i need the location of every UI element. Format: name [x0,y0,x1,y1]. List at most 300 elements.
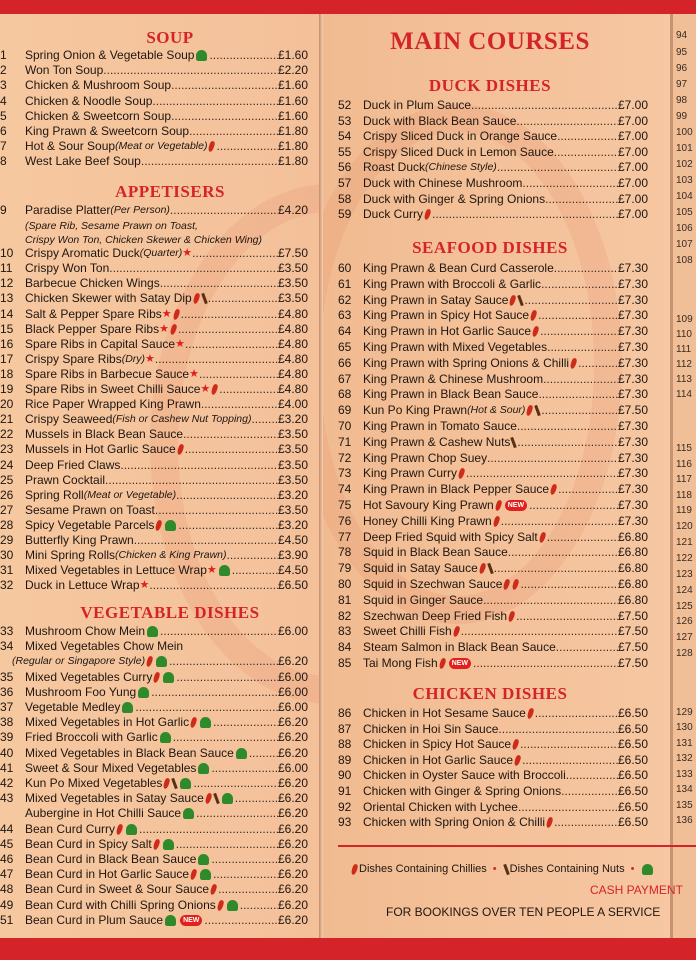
edge-item-number: 117 [676,474,692,485]
item-name-line [363,293,618,308]
menu-item [338,372,648,387]
menu-item [338,482,648,497]
edge-item-number: 112 [676,359,692,370]
menu-item [338,207,648,222]
item-name: Mixed Vegetables in Lettuce Wrap [25,563,207,578]
item-price: £1.80 [277,124,308,138]
item-number: 51 [0,912,14,927]
item-name-line [25,139,278,154]
menu-item [0,776,308,791]
item-name-line [25,791,278,806]
item-name: King Prawn & Sweetcorn Soup [25,124,190,138]
chilli-icon [216,899,224,911]
chilli-icon [570,357,578,369]
item-name: Bean Curd in Spicy Salt [25,836,152,851]
item-name-line [25,837,278,852]
edge-item-number: 124 [676,585,693,596]
item-note: (Chicken & King Prawn) [115,549,227,562]
leader-dots [538,387,618,402]
item-number: 56 [338,160,352,175]
item-price: £6.00 [277,760,308,775]
item-price: £6.50 [617,768,648,783]
edge-item-number: 131 [676,738,693,749]
leader-dots [152,94,278,109]
item-price: £7.30 [617,292,648,307]
item-name-line [363,784,618,799]
section-heading-soup: SOUP [146,28,194,47]
edge-item-number: 122 [676,553,693,564]
legend-chillies [350,862,655,875]
menu-item [0,624,308,639]
item-name: Duck in Plum Sauce [363,98,472,112]
item-name: Crispy Seaweed [25,412,113,427]
item-number: 24 [0,457,14,472]
item-number: 75 [338,498,352,512]
item-number: 38 [0,715,14,730]
vegetarian-icon [160,732,171,743]
menu-item [338,340,648,355]
star-icon: ★ [175,337,185,350]
item-name: King Prawn in Hot Garlic Sauce [363,324,532,339]
item-number: 19 [0,382,14,396]
item-name: Steam Salmon in Black Bean Sauce [363,640,556,655]
leader-dots [535,706,618,721]
chilli-icon [492,515,500,527]
leader-dots [251,412,278,427]
vegetarian-icon [196,50,207,61]
chilli-icon [423,209,431,221]
item-price: £7.00 [617,207,648,222]
item-price: £6.20 [277,745,308,760]
item-name-line [25,261,278,276]
item-price: £6.20 [277,867,308,882]
item-name-line [363,800,618,815]
nut-icon [503,864,510,875]
legend-divider [338,845,696,847]
chilli-icon [176,444,184,456]
item-price: £1.60 [277,108,308,123]
menu-item [0,48,308,63]
leader-dots [538,308,618,323]
leader-dots [554,815,618,830]
item-name: West Lake Beef Soup [25,154,141,169]
item-price: £7.00 [617,176,648,190]
item-name-line [363,466,618,481]
item-name: Spicy Vegetable Parcels [25,517,155,532]
main-courses-title: MAIN COURSES [390,28,590,55]
item-name: King Prawn Chop Suey [363,450,488,465]
chilli-icon [503,578,511,590]
item-name-line [363,706,618,721]
item-number: 53 [338,113,352,128]
item-name-line [363,561,618,576]
leader-dots [213,715,278,730]
item-price: £7.00 [617,160,648,175]
leader-dots [171,109,278,124]
item-number: 26 [0,487,14,502]
leader-dots [227,548,278,563]
item-number: 68 [338,387,352,402]
item-name: King Prawn & Bean Curd Casserole [363,261,554,275]
leader-dots [522,176,618,191]
leader-dots [566,768,618,783]
item-price: £7.50 [277,246,308,261]
leader-dots [176,670,278,685]
item-price: £4.80 [277,351,308,366]
menu-item [0,852,308,867]
section-heading-chicken: CHICKEN DISHES [412,684,568,703]
item-price: £6.20 [277,730,308,745]
leader-dots [209,48,278,63]
chilli-icon [508,610,516,622]
item-price: £1.60 [277,48,308,62]
item-name: Barbecue Chicken Wings [25,276,160,291]
leader-dots [466,466,618,481]
item-name: Chicken with Ginger & Spring Onions [363,784,562,798]
leader-dots [240,898,278,913]
item-description: Crispy Won Ton, Chicken Skewer & Chicken Wing) [25,234,263,247]
leader-dots [201,397,278,412]
menu-item [0,473,308,488]
item-price: £6.20 [277,897,308,912]
item-name: King Prawn in Satay Sauce [363,292,509,307]
item-name: Duck Curry [363,207,424,222]
leader-dots [494,561,618,576]
item-name: Chicken in Oyster Sauce with Broccoli [363,768,566,783]
chilli-icon [152,838,160,850]
menu-item [0,139,308,154]
page-fold [670,14,673,938]
leader-dots [183,427,278,442]
item-name-line [363,207,618,222]
chilli-icon [509,294,517,306]
new-badge: NEW [180,915,202,926]
menu-item [0,397,308,412]
item-price: £7.30 [617,498,648,512]
menu-item [338,609,648,624]
item-name: Black Pepper Spare Ribs [25,321,160,336]
leader-dots [160,624,278,639]
section-heading-appetisers: APPETISERS [115,182,225,201]
item-price: £6.20 [277,791,308,806]
menu-item [338,98,648,113]
edge-item-number: 110 [676,329,692,340]
item-number: 83 [338,624,352,639]
edge-item-number: 118 [676,490,692,501]
edge-item-number: 96 [676,63,688,74]
item-note: (Fish or Cashew Nut Topping) [112,413,252,426]
item-name: Mixed Vegetables in Hot Garlic [25,715,190,730]
nut-icon [518,294,525,305]
item-name-line [363,145,618,160]
item-number: 74 [338,482,352,497]
menu-item [338,624,648,639]
page-fold [319,14,323,938]
item-name-line [363,482,618,497]
item-name: King Prawn in Spicy Hot Sauce [363,308,530,323]
item-number [0,806,25,821]
leader-dots [189,124,278,139]
leader-dots [192,246,278,261]
vegetarian-icon [165,520,176,531]
leader-dots [211,852,278,867]
menu-item [338,753,648,768]
item-name-line [363,98,618,113]
item-name: Mushroom Chow Mein [25,624,146,638]
menu-item [0,382,308,397]
item-number: 64 [338,324,352,339]
item-price: £7.30 [617,482,648,497]
item-name-line [25,352,278,367]
menu-item [0,761,308,776]
item-name: Crispy Spare Ribs [25,351,122,366]
menu-item [338,722,648,737]
edge-item-number: 109 [676,314,693,325]
menu-item [0,837,308,852]
item-name-line [25,882,278,897]
chilli-icon [163,777,171,789]
item-name: Mixed Vegetables Chow Mein [25,639,184,654]
item-price: £7.30 [617,434,648,449]
menu-item [0,261,308,276]
menu-item [0,882,308,897]
item-name-line [363,387,618,402]
item-number: 62 [338,292,352,307]
item-name-line [25,761,278,776]
item-number: 36 [0,684,14,699]
edge-item-number: 97 [676,79,688,90]
item-name: Chicken Skewer with Satay Dip [25,291,192,306]
item-number: 89 [338,752,352,767]
item-name: Paradise Platter [25,203,111,217]
item-name-line [363,451,618,466]
menu-item [0,488,308,503]
menu-item [0,548,308,563]
leader-dots [518,800,618,815]
leader-dots [155,352,278,367]
item-name: Vegetable Medley [25,700,121,714]
item-name: Spare Ribs in Capital Sauce [25,336,176,351]
item-name-line [25,518,278,533]
leader-dots [105,473,278,488]
item-price: £6.20 [277,836,308,851]
item-name: Mixed Vegetables in Satay Sauce [25,791,204,806]
item-name-line [25,109,278,124]
item-name-line [25,442,278,457]
vegetarian-icon [200,869,211,880]
section-heading-duck: DUCK DISHES [428,76,552,95]
section-heading-seafood: SEAFOOD DISHES [412,238,568,257]
item-description: (Spare Rib, Sesame Prawn on Toast, [25,220,198,233]
leader-dots [541,277,618,292]
item-number: 55 [338,144,352,159]
item-name: Mussels in Black Bean Sauce [25,427,184,442]
item-name-line [25,639,308,654]
item-name-line [363,593,618,608]
item-number: 12 [0,276,14,291]
vegetarian-icon [227,900,238,911]
menu-item [338,768,648,783]
edge-item-number: 108 [676,255,693,266]
star-icon: ★ [200,383,211,395]
menu-item [338,435,648,450]
item-price: £3.50 [277,502,308,517]
leader-dots [103,63,278,78]
legend-nuts-label: Dishes Containing Nuts [509,862,625,875]
item-name: Hot Savoury King Prawn [363,498,494,512]
item-name: Sweet & Sour Mixed Vegetables [25,760,197,775]
item-name-line [363,609,618,624]
leader-dots [517,419,618,434]
star-icon: ★ [189,367,199,380]
item-name-line [363,114,618,129]
leader-dots [543,372,618,387]
item-name-line [363,160,618,175]
chilli-icon [530,310,538,322]
vegetarian-icon [183,808,194,819]
item-name-line [25,322,278,337]
item-price: £7.30 [617,324,648,339]
item-name: Kun Po King Prawn [363,403,468,418]
item-name-line [363,192,618,207]
nut-icon [213,793,220,804]
item-name-line [25,458,278,473]
menu-item [0,898,308,913]
item-name: Spring Roll [25,487,84,502]
chilli-icon [208,141,216,153]
leader-dots [173,730,278,745]
menu-item [0,685,308,700]
item-name: Oriental Chicken with Lychee [363,799,518,814]
item-price: £7.30 [617,371,648,386]
leader-dots [249,746,278,761]
menu-item [0,639,308,654]
leader-dots [232,563,278,578]
item-number: 76 [338,513,352,528]
menu-item [338,129,648,144]
item-price: £6.50 [617,706,648,720]
leader-dots [471,98,618,113]
item-name: Spare Ribs in Sweet Chilli Sauce [25,382,201,396]
item-name: King Prawn in Black Pepper Sauce [363,482,550,497]
item-price: £4.80 [277,336,308,351]
item-price: £6.50 [617,799,648,814]
item-name: Chicken in Spicy Hot Sauce [363,737,512,752]
leader-dots [554,145,618,160]
item-name-line [25,412,278,427]
item-name-line [25,898,278,913]
item-name: King Prawn in Black Bean Sauce [363,387,539,402]
item-price: £7.50 [617,656,648,670]
item-number: 32 [0,578,14,593]
cash-payment-note: CASH PAYMENT [590,883,683,897]
nut-icon [487,563,494,574]
new-badge: NEW [505,500,527,511]
menu-item [338,145,648,160]
item-number: 23 [0,442,14,457]
menu-item [338,640,648,655]
item-price: £7.50 [617,403,648,418]
menu-item [0,154,308,169]
nut-icon [201,293,208,304]
menu-item [338,114,648,129]
item-name: Chicken in Hot Sesame Sauce [363,706,526,720]
item-number: 14 [0,306,14,321]
menu-item [0,700,308,715]
item-name-line [363,419,618,434]
vegetarian-icon [222,793,233,804]
section-heading-vegetable: VEGETABLE DISHES [80,603,260,622]
menu-item [0,203,308,218]
item-number: 57 [338,176,352,190]
item-number: 92 [338,799,352,814]
item-name: Szechwan Deep Fried Fish [363,608,508,623]
item-price: £1.80 [277,154,308,169]
menu-item [338,498,648,513]
item-price: £4.50 [277,563,308,578]
item-name-line [363,737,618,752]
item-name-line [363,514,618,529]
item-name-line [363,340,618,355]
item-number: 28 [0,517,14,532]
item-price: £4.00 [277,397,308,412]
item-name: King Prawn in Tomato Sauce [363,419,517,433]
item-price: £7.00 [617,98,648,112]
item-price: £6.20 [277,654,308,669]
item-name: King Prawn with Broccoli & Garlic [363,276,542,291]
menu-item [0,578,308,593]
item-name-line [25,548,278,563]
item-number: 2 [0,63,7,78]
item-note: (Meat or Vegetable) [83,488,177,501]
menu-item [338,324,648,339]
item-number: 84 [338,640,352,655]
menu-item [338,451,648,466]
item-number: 71 [338,434,352,449]
item-name: Duck with Chinese Mushroom [363,176,523,190]
item-number: 11 [0,261,13,276]
leader-dots [181,307,278,322]
star-icon: ★ [182,247,193,260]
leader-dots [522,753,618,768]
item-number: 10 [0,246,14,261]
item-number: 8 [0,154,7,169]
item-price: £6.50 [617,752,648,767]
leader-dots [473,656,618,671]
item-price: £7.30 [617,450,648,465]
item-name-line [25,48,278,63]
item-name: Bean Curd in Plum Sauce [25,912,164,927]
item-price: £7.00 [617,129,648,144]
menu-item [338,466,648,481]
item-name: Squid in Szechwan Sauce [363,577,503,591]
item-name-line [25,367,278,382]
item-price: £6.50 [617,784,648,798]
legend-separator-dot: • [492,862,497,875]
item-number: 31 [0,563,14,578]
item-price: £7.30 [617,276,648,291]
item-price: £7.30 [617,340,648,354]
leader-dots [185,337,278,352]
item-number: 42 [0,776,14,790]
menu-item [0,913,308,928]
item-price: £6.20 [277,882,308,897]
edge-item-number: 116 [676,459,692,470]
bottom-red-band [0,938,696,960]
item-name-line [25,397,278,412]
leader-dots [497,160,618,175]
chilli-icon [115,823,123,835]
